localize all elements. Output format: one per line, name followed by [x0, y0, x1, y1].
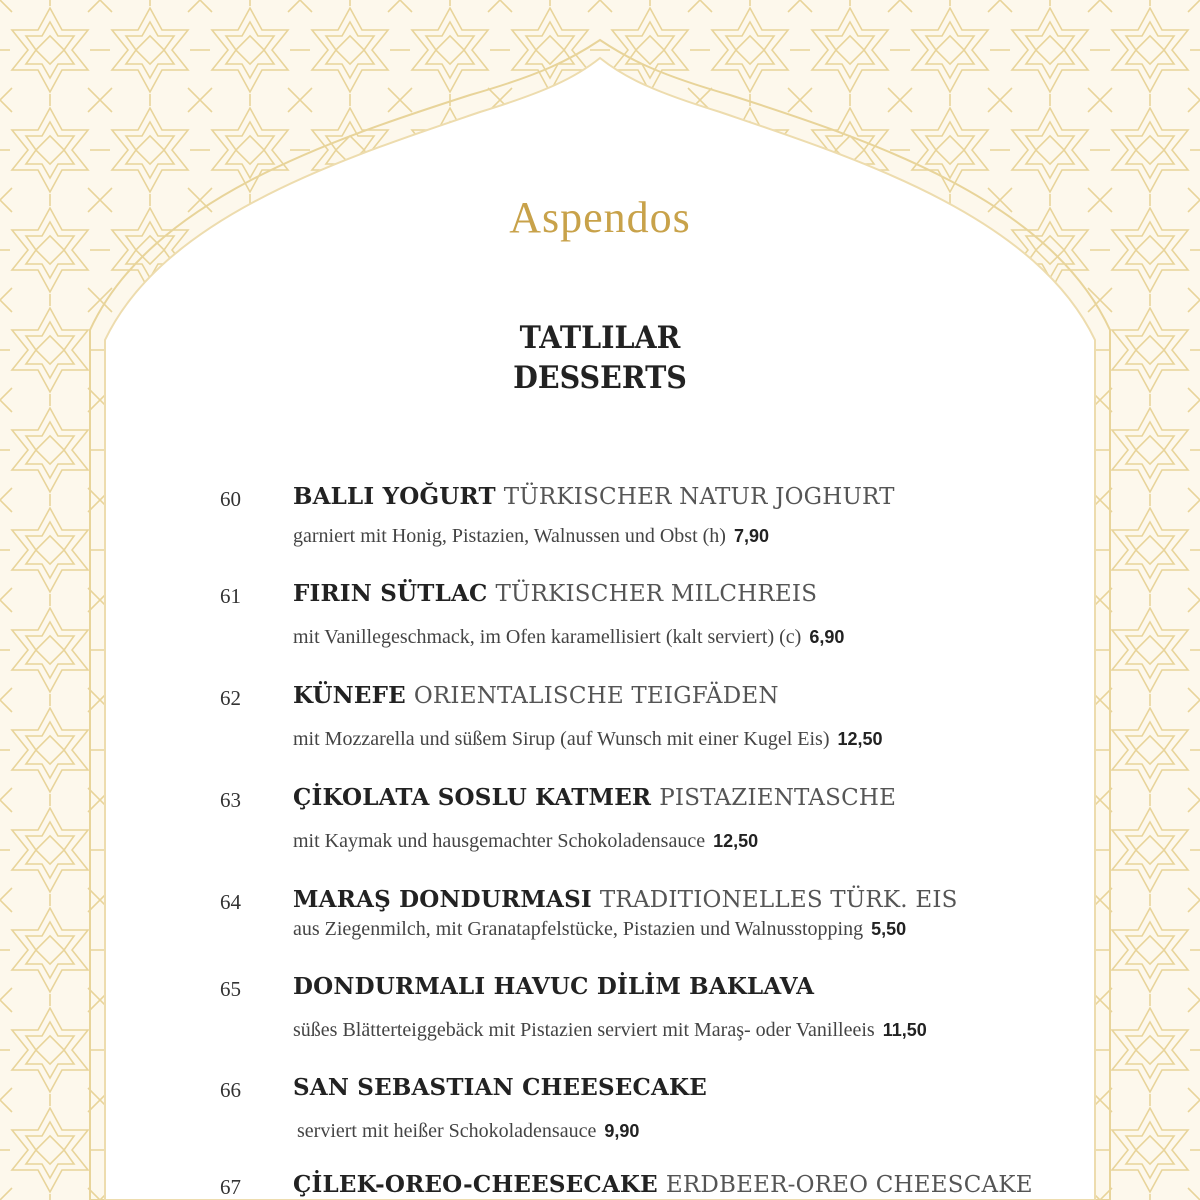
item-title [293, 483, 895, 510]
item-description-line [293, 525, 769, 548]
item-price: 5,50 [871, 919, 907, 939]
item-name-german: TÜRKISCHER MILCHREIS [495, 581, 818, 607]
item-price: 12,50 [713, 831, 759, 851]
item-name-german: ERDBEER-OREO CHEESCAKE [665, 1172, 1033, 1198]
heading-german: DESSERTS [513, 360, 687, 396]
item-number: 60 [220, 487, 241, 511]
item-price: 6,90 [809, 627, 845, 647]
item-name-german: TÜRKISCHER NATUR JOGHURT [503, 484, 895, 510]
item-description-line [293, 626, 844, 649]
item-name-turkish: FIRIN SÜTLAC [293, 580, 488, 607]
item-description: aus Ziegenmilch, mit Granatapfelstücke, Pistazien und Walnusstopping [293, 918, 864, 940]
item-number: 62 [220, 686, 241, 710]
item-description: mit Vanillegeschmack, im Ofen karamellisiert (kalt serviert) (c) [293, 626, 802, 648]
item-number: 65 [220, 977, 241, 1001]
item-title [293, 886, 958, 913]
item-name-turkish: KÜNEFE [293, 682, 406, 709]
item-number: 63 [220, 788, 241, 812]
item-number: 61 [220, 584, 241, 608]
item-description-line [293, 918, 906, 941]
item-description-line [297, 1120, 639, 1143]
item-name-turkish: DONDURMALI HAVUC DİLİM BAKLAVA [293, 973, 815, 1000]
item-name-german: TRADITIONELLES TÜRK. EIS [599, 887, 958, 913]
brand-logo: Aspendos [509, 193, 691, 242]
item-name-turkish: MARAŞ DONDURMASI [293, 886, 592, 913]
item-description: mit Kaymak und hausgemachter Schokoladensauce [293, 830, 706, 852]
item-title [293, 580, 817, 607]
item-description: garniert mit Honig, Pistazien, Walnussen und Obst (h) [293, 525, 726, 547]
item-description-line [293, 728, 883, 751]
item-title [293, 973, 814, 1000]
item-name-turkish: ÇİLEK-OREO-CHEESECAKE [293, 1171, 658, 1198]
item-description-line [293, 1019, 927, 1042]
item-price: 11,50 [882, 1020, 927, 1040]
heading-turkish: TATLILAR [519, 320, 681, 356]
item-number: 67 [220, 1175, 241, 1199]
item-description: mit Mozzarella und süßem Sirup (auf Wunsch mit einer Kugel Eis) [293, 728, 830, 750]
item-title [293, 1171, 1033, 1198]
item-name-turkish: BALLI YOĞURT [293, 483, 496, 510]
item-title [293, 682, 779, 709]
item-price: 12,50 [837, 729, 883, 749]
section-heading [0, 318, 1200, 398]
item-name-german: ORIENTALISCHE TEIGFÄDEN [413, 683, 779, 709]
item-number: 64 [220, 890, 241, 914]
item-name-german: PISTAZIENTASCHE [659, 785, 897, 811]
item-name-turkish: SAN SEBASTIAN CHEESECAKE [293, 1074, 707, 1101]
item-price: 7,90 [733, 526, 770, 546]
item-description-line [293, 830, 758, 853]
item-title [293, 1074, 707, 1101]
item-description: süßes Blätterteiggebäck mit Pistazien serviert mit Maraş- oder Vanilleeis [293, 1019, 875, 1041]
item-name-turkish: ÇİKOLATA SOSLU KATMER [293, 784, 652, 811]
item-number: 66 [220, 1078, 241, 1102]
item-title [293, 784, 896, 811]
item-description: serviert mit heißer Schokoladensauce [297, 1120, 597, 1142]
item-price: 9,90 [604, 1121, 640, 1141]
